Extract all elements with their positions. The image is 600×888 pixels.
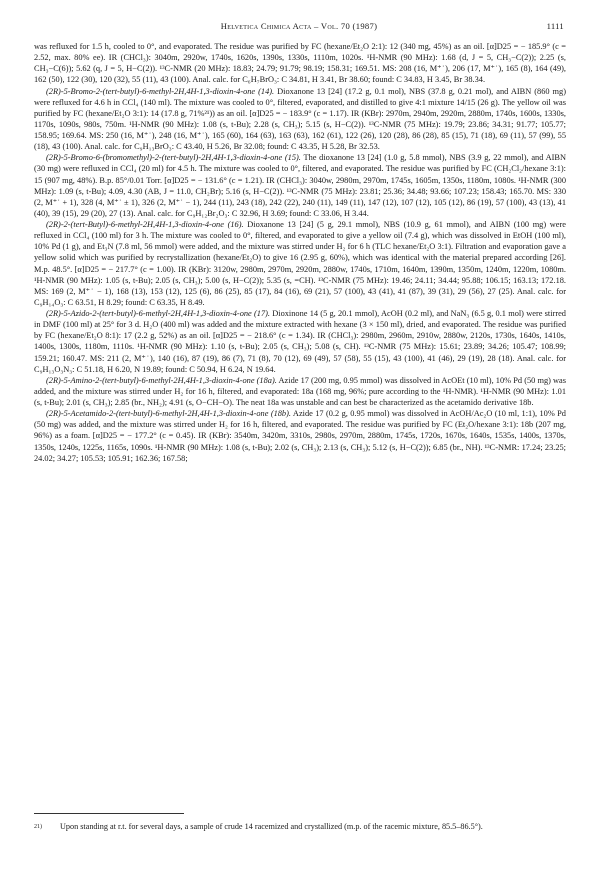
page-number: 1111 — [546, 21, 564, 31]
running-header — [34, 21, 564, 35]
body-text — [34, 41, 566, 464]
footnote-rule — [34, 813, 184, 814]
paragraph-text: Dioxanone 13 [24] (5 g, 29.1 mmol), NBS (10.9 g, 61 mmol), and AIBN (100 mg) were refluxed in CCl₄ (100 ml) for 3 h. The mixture was cooled to 0°, filtered, and evaporated to give a yellow oil (7.4 g), which was dissolved in EtOH (100 ml), 10% Pd (1 g), and Et₃N (7.8 ml, 56 mmol) were added, and the mixture was stirred under H₂ for 6 h (TLC hexane/Et₂O 3:1). Filtration and evaporation gave a yellow solid which was purified by recrystallization (hexane/Et₂O) to give 16 (2.95 g, 60%), which was identical with the material prepared according [26]. M.p. 48.5°. [α]D25 = − 217.7° (c = 1.00). IR (KBr): 3120w, 2980m, 2970m, 2920m, 2880w, 1740s, 1710m, 1640m, 1390m, 1350m, 1240m, 1220m, 1080m. ¹H-NMR (90 MHz): 1.05 (s, t-Bu); 2.05 (s, CH₃); 5.00 (s, H−C(2)); 5.35 (s, =CH). ¹³C-NMR (75 MHz): 19.46; 24.11; 34.44; 95.88; 106.15; 163.13; 172.18. MS: 169 (2, M⁺˙ − 1), 168 (13), 153 (12), 125 (6), 86 (25), 85 (17), 84 (16), 69 (21), 57 (100), 43 (41), 41 (87), 39 (31), 29 (56), 27 (25). Anal. calc. for C₉H₁₄O₃: C 63.51, H 8.29; found: C 63.35, H 8.49. — [34, 220, 566, 307]
paragraph-text: Dioxanone 13 [24] (17.2 g, 0.1 mol), NBS (37.8 g, 0.21 mol), and AIBN (860 mg) were refluxed for 4.6 h in CCl₄ (140 ml). The mixture was cooled to 0°, filtered, evaporated, and distilled to give 4:1 mixture 14/15 (26 g). The yellow oil was purified by FC (hexane/Et₂O 3:1): 14 (17.8 g, 71%²¹)) as an oil. [α]D25 = − 183.9° (c = 1.17). IR (KBr): 2970m, 2940m, 2920m, 2880m, 1740s, 1600s, 1330s, 1170s, 1090s, 980s, 750m. ¹H-NMR (90 MHz): 1.08 (s, t-Bu); 2.28 (s, CH₃); 5.15 (s, H−C(2)). ¹³C-NMR (75 MHz): 19.79; 23.86; 34.31; 91.77; 105.77; 158.95; 169.64. MS: 250 (16, M⁺˙), 248 (16, M⁺˙), 165 (60), 164 (63), 163 (63), 162 (61), 122 (26), 120 (28), 86 (28), 85 (15), 71 (18), 69 (11), 57 (99), 55 (18), 43 (100). Anal. calc. for C₉H₁₃BrO₃: C 43.40, H 5.26, Br 32.08; found: C 43.35, H 5.28, Br 32.53. — [34, 86, 567, 152]
compound-title: (2R)-5-Azido-2-(tert-butyl)-6-methyl-2H,4H-1,3-dioxin-4-one (17). — [46, 309, 270, 318]
paragraph — [34, 308, 566, 375]
compound-title: (2R)-5-Bromo-2-(tert-butyl)-6-methyl-2H,4H-1,3-dioxin-4-one (14). — [46, 86, 275, 96]
paragraph — [34, 152, 566, 219]
paragraph-text: Azide 17 (0.2 g, 0.95 mmol) was dissolved in AcOH/Ac₂O (10 ml, 1:1), 10% Pd (50 mg) was added, and the mixture was stirred under H₂ for 16 h, filtered, and evaporated. The residue was purified by FC (Et₂O/hexane 3:1): 18b (207 mg, 96%) as a foam. [α]D25 = − 177.2° (c = 0.45). IR (KBr): 3540m, 3420m, 3310s, 2980s, 2970m, 2880m, 1745s, 1720s, 1670s, 1640s, 1535s, 1400s, 1370s, 1350s, 1240s, 1225s, 1165s, 1090s. ¹H-NMR (90 MHz): 1.08 (s, t-Bu); 2.02 (s, CH₃); 2.13 (s, CH₃); 5.12 (s, H−C(2)); 6.85 (br., NH). ¹³C-NMR: 17.24; 23.25; 24.02; 34.27; 105.53; 105.91; 162.36; 167.58; — [34, 409, 566, 463]
paragraph-text: The dioxanone 13 [24] (1.0 g, 5.8 mmol), NBS (3.9 g, 22 mmol), and AIBN (30 mg) were refluxed in CCl₄ (20 ml) for 4.5 h. The mixture was cooled to 0°, filtered, and evaporated. The residue was purified by FC (CH₂Cl₂/hexane 3:1): 15 (907 mg, 48%). B.p. 85°/0.01 Torr. [α]D25 = − 131.6° (c = 1.21). IR (CHCl₃): 3040w, 2980m, 2970m, 1745s, 1605m, 1350s, 1180m, 1080s. ¹H-NMR (300 MHz): 1.09 (s, t-Bu); 4.09, 4.30 (AB, J = 11.0, CH₂Br); 5.16 (s, H−C(2)). ¹³C-NMR (75 MHz): 23.81; 25.36; 34.48; 93.66; 107.23; 158.43; 165.70. MS: 330 (2, M⁺˙ + 1), 328 (4, M⁺˙ ± 1), 326 (2, M⁺˙ − 1), 244 (11), 243 (18), 242 (22), 240 (11), 149 (11), 147 (12), 107 (12), 105 (12), 86 (19), 57 (100), 43 (13), 41 (40), 39 (15), 29 (20), 27 (13). Anal. calc. for C₉H₁₂Br₂O₃: C 32.96, H 3.69; found: C 33.06, H 3.44. — [34, 153, 567, 218]
paragraph-text: was refluxed for 1.5 h, cooled to 0°, and evaporated. The residue was purified by FC (hexane/Et₂O 2:1): 12 (340 mg, 45%) as an oil. [α]D25 = − 185.9° (c = 2.52, max. 80% ee). IR (CHCl₃): 3040m, 2920w, 1740s, 1620s, 1390s, 1330s, 1110m, 1020s. ¹H-NMR (90 MHz): 1.68 (d, J = 5, CH₃−C(2)); 2.25 (s, CH₃−C(6)); 5.62 (q, J = 5, H−C(2)). ¹³C-NMR (20 MHz): 18.83; 24.79; 91.79; 98.19; 158.31; 169.51. MS: 208 (16, M⁺˙), 206 (17, M⁺˙), 165 (8), 164 (49), 162 (50), 122 (30), 120 (32), 55 (11), 43 (100). Anal. calc. for C₆H₇BrO₃: C 34.81, H 3.41, Br 38.60; found: C 34.83, H 3.45, Br 38.34. — [34, 42, 566, 85]
paragraph — [34, 86, 566, 153]
paragraph — [34, 375, 566, 408]
journal-title: Helvetica Chimica Acta – Vol. 70 (1987) — [220, 21, 378, 31]
compound-title: (2R)-5-Bromo-6-(bromomethyl)-2-(tert-butyl)-2H,4H-1,3-dioxin-4-one (15). — [46, 153, 301, 163]
compound-title: (2R)-5-Amino-2-(tert-butyl)-6-methyl-2H,4H-1,3-dioxin-4-one (18a). — [46, 375, 277, 385]
footnote-text: Upon standing at r.t. for several days, a sample of crude 14 racemized and crystallized (m.p. of the racemic mixture, 85.5–86.5°). — [60, 822, 483, 831]
compound-title: (2R)-5-Acetamido-2-(tert-butyl)-6-methyl-2H,4H-1,3-dioxin-4-one (18b). — [46, 409, 291, 419]
paragraph — [34, 408, 566, 464]
footnote — [34, 822, 566, 833]
footnote-mark: 21) — [34, 824, 42, 830]
paragraph — [34, 219, 566, 308]
paragraph-text: Azide 17 (200 mg, 0.95 mmol) was dissolved in AcOEt (10 ml), 10% Pd (50 mg) was added, and the mixture was stirred under H₂ for 16 h, filtered, and evaporated: 18a (168 mg, 96%; pure according to the ¹H-NMR). ¹H-NMR (90 MHz): 1.01 (s, t-Bu); 2.01 (s, CH₃); 2.85 (br., NH₂); 4.91 (s, O−CH−O). The neat 18a was unstable and can best be characterized as the acetamido derivative 18b. — [34, 375, 567, 407]
paragraph-text: Dioxinone 14 (5 g, 20.1 mmol), AcOH (0.2 ml), and NaN₃ (6.5 g, 0.1 mol) were stirred in DMF (100 ml) at 25° for 3 d. H₂O (400 ml) was added and the mixture extracted with hexane (3 × 150 ml), dried, and evaporated. The residue was purified by FC (hexane/Et₂O 8:1): 17 (2.2 g, 52%) as an oil. [α]D25 = − 218.6° (c = 1.34). IR (CHCl₃): 2980m, 2960m, 2910w, 2880w, 2120s, 1730s, 1640s, 1410s, 1400s, 1300s, 1180m, 1110s. ¹H-NMR (90 MHz): 1.10 (s, t-Bu); 2.05 (s, CH₃); 5.08 (s, CH). ¹³C-NMR (75 MHz): 15.61; 23.89; 34.26; 105.47; 108.99; 159.21; 160.47. MS: 211 (2, M⁺˙), 140 (16), 87 (19), 86 (7), 71 (8), 70 (12), 69 (49), 57 (58), 55 (15), 43 (100), 41 (46), 29 (19), 28 (18). Anal. calc. for C₉H₁₃O₃N₃: C 51.18, H 6.20, N 19.89; found: C 50.94, H 6.24, N 19.64. — [34, 309, 566, 374]
compound-title: (2R)-2-(tert-Butyl)-6-methyl-2H,4H-1,3-dioxin-4-one (16). — [46, 220, 244, 229]
paragraph — [34, 41, 566, 86]
